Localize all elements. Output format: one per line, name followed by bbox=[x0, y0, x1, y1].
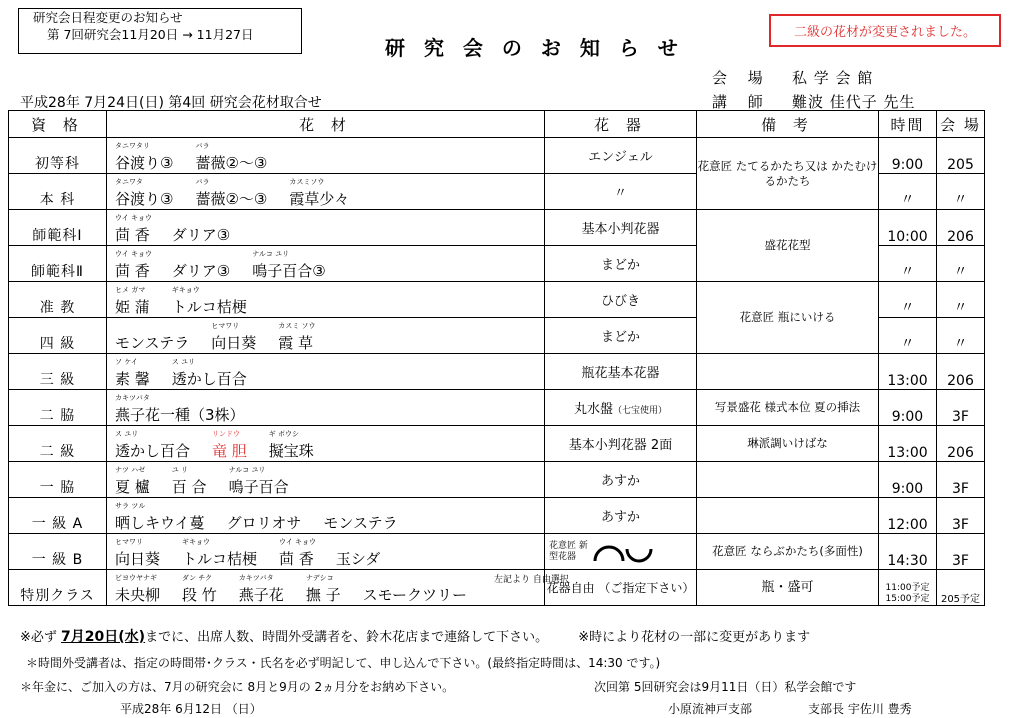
col-venue: 会 場 bbox=[937, 111, 985, 138]
flower-item: タニワタリ 谷渡り③ bbox=[115, 142, 174, 172]
ruby-reading: カキツバタ bbox=[238, 574, 274, 582]
vessel-cell: まどか bbox=[545, 246, 697, 282]
flower-item: ウイ キョウ 茴 香 bbox=[279, 538, 317, 568]
ruby-reading: タニワタ bbox=[115, 178, 143, 186]
table-row bbox=[9, 462, 985, 498]
flower-item: ヒメ ガマ 姫 蒲 bbox=[115, 286, 150, 316]
ruby-reading: ヒメ ガマ bbox=[115, 286, 146, 294]
venue-info bbox=[712, 66, 916, 114]
venue-cell: 3F bbox=[937, 534, 985, 570]
ruby-reading: ス ユリ bbox=[171, 358, 196, 366]
table-header bbox=[9, 111, 985, 138]
flower-item: ダン チク 段 竹 bbox=[182, 574, 217, 604]
notes-cell: 写景盛花 様式本位 夏の挿法 bbox=[697, 390, 879, 426]
flower-item: バラ 薔薇②～③ bbox=[195, 178, 268, 208]
ruby-reading: ビヨウヤナギ bbox=[115, 574, 157, 582]
table-row bbox=[9, 138, 985, 174]
time-cell: 〃 bbox=[879, 282, 937, 318]
notes-cell bbox=[697, 498, 879, 534]
flower-item: ダリア③ bbox=[171, 226, 231, 244]
flower-item: ナデシコ 撫 子 bbox=[305, 574, 341, 604]
time-cell: 9:00 bbox=[879, 462, 937, 498]
ruby-reading: ナルコ ユリ bbox=[228, 466, 266, 474]
time-cell: 〃 bbox=[879, 174, 937, 210]
vessel-cell: あすか bbox=[545, 462, 697, 498]
flower-item: ビヨウヤナギ 未央柳 bbox=[115, 574, 161, 604]
venue-cell: 3F bbox=[937, 498, 985, 534]
vessel-sub: （七宝使用） bbox=[613, 406, 668, 416]
ruby-reading: ユ リ bbox=[171, 466, 189, 474]
level-cell: 准 教 bbox=[9, 282, 107, 318]
footer-l1-text: までに、出席人数、時間外受講者を、鈴木花店まで連絡して下さい。 bbox=[145, 630, 549, 645]
flower-item: カキツバタ 燕子花 bbox=[238, 574, 284, 604]
branch-chief: 支部長 宇佐川 豊秀 bbox=[808, 702, 912, 716]
ruby-reading: ヒマワリ bbox=[211, 322, 240, 330]
flowers-cell bbox=[107, 246, 545, 282]
venue-cell: 205予定 bbox=[937, 570, 985, 606]
flowers-cell bbox=[107, 534, 545, 570]
schedule-change-notice bbox=[18, 8, 302, 54]
ruby-reading: リンドウ bbox=[212, 430, 241, 438]
ruby-reading: カキツバタ bbox=[115, 394, 150, 402]
next-meeting: 次回第 5回研究会は9月11日（日）私学会館です bbox=[594, 680, 857, 694]
footer-line-2: ＊時間外受講者は、指定の時間帯･クラス・氏名を必ず明記して、申し込んで下さい。(最終指定時間は、14:30 です。) bbox=[26, 656, 661, 670]
col-time: 時間 bbox=[879, 111, 937, 138]
flower-item: モンステラ bbox=[115, 334, 190, 352]
time-cell: 12:00 bbox=[879, 498, 937, 534]
flower-item: スモークツリー bbox=[362, 586, 467, 604]
ruby-reading: ダン チク bbox=[182, 574, 213, 582]
ruby-reading: ヒマワリ bbox=[115, 538, 143, 546]
ruby-reading: ウイ キョウ bbox=[115, 250, 153, 258]
flower-item: ウイ キョウ 茴 香 bbox=[115, 250, 153, 280]
flower-item: カスミソウ 霞草少々 bbox=[289, 178, 350, 208]
level-cell: 師範科Ⅱ bbox=[9, 246, 107, 282]
notice-line-2: 第 7回研究会11月20日 → 11月27日 bbox=[47, 27, 254, 42]
table-row bbox=[9, 354, 985, 390]
venue-value: 私 学 会 館 bbox=[792, 69, 874, 87]
flowers-cell bbox=[107, 426, 545, 462]
ruby-reading: カスミソウ bbox=[289, 178, 325, 186]
table-row bbox=[9, 426, 985, 462]
time-cell: 10:00 bbox=[879, 210, 937, 246]
level-cell: 一 脇 bbox=[9, 462, 107, 498]
notes-cell: 花意匠 ならぶかたち(多面性) bbox=[697, 534, 879, 570]
time-cell: 13:00 bbox=[879, 426, 937, 462]
table-row bbox=[9, 498, 985, 534]
venue-cell: 〃 bbox=[937, 318, 985, 354]
level-cell: 特別クラス bbox=[9, 570, 107, 606]
table-row bbox=[9, 282, 985, 318]
time-cell: 〃 bbox=[879, 246, 937, 282]
time-cell: 9:00 bbox=[879, 390, 937, 426]
col-flowers: 花 材 bbox=[107, 111, 545, 138]
flower-item: 玉シダ bbox=[335, 550, 381, 568]
time-cell: 9:00 bbox=[879, 138, 937, 174]
schedule-table bbox=[8, 110, 985, 606]
flower-item: ス ユリ 透かし百合 bbox=[115, 430, 191, 460]
vessel-cell: ひびき bbox=[545, 282, 697, 318]
time-cell: 14:30 bbox=[879, 534, 937, 570]
level-cell: 一 級 B bbox=[9, 534, 107, 570]
vessel-cell: あすか bbox=[545, 498, 697, 534]
ruby-reading: ウイ キョウ bbox=[279, 538, 317, 546]
notes-cell: 花意匠 たてるかたち又は かたむけるかたち bbox=[697, 138, 879, 210]
flowers-cell bbox=[107, 354, 545, 390]
time-cell: 11:00予定 15:00予定 bbox=[879, 570, 937, 606]
ruby-reading: ギキョウ bbox=[182, 538, 211, 546]
flowers-cell bbox=[107, 282, 545, 318]
footer-line-3: ＊年金に、ご加入の方は、7月の研究会に 8月と9月の 2ヵ月分をお納め下さい。 bbox=[20, 680, 455, 694]
venue-cell: 3F bbox=[937, 390, 985, 426]
footer-line-1 bbox=[20, 626, 810, 646]
venue-cell: 206 bbox=[937, 354, 985, 390]
flower-item: ギキョウ トルコ桔梗 bbox=[182, 538, 258, 568]
flower-item: モンステラ bbox=[323, 514, 398, 532]
flower-item: ソ ケイ 素 馨 bbox=[115, 358, 150, 388]
venue-cell: 205 bbox=[937, 138, 985, 174]
ruby-reading: タニワタリ bbox=[115, 142, 150, 150]
flower-item: ナルコ ユリ 鳴子百合 bbox=[228, 466, 289, 496]
ruby-reading: ナデシコ bbox=[305, 574, 334, 582]
level-cell: 三 級 bbox=[9, 354, 107, 390]
vessel-cell: エンジェル bbox=[545, 138, 697, 174]
venue-cell: 〃 bbox=[937, 282, 985, 318]
free-choice-note: 左記より 自由選択 bbox=[494, 575, 569, 585]
flower-item: カスミ ソウ 霞 草 bbox=[278, 322, 316, 352]
table-row bbox=[9, 570, 985, 606]
vessel-cell: 丸水盤（七宝使用） bbox=[545, 390, 697, 426]
col-vessel: 花 器 bbox=[545, 111, 697, 138]
level-cell: 初等科 bbox=[9, 138, 107, 174]
issue-date: 平成28年 6月12日 （日） bbox=[120, 702, 262, 716]
table-row bbox=[9, 534, 985, 570]
vessel-cell: 基本小判花器 2面 bbox=[545, 426, 697, 462]
ruby-reading: カスミ ソウ bbox=[278, 322, 316, 330]
ruby-reading: ソ ケイ bbox=[115, 358, 138, 366]
flowers-cell bbox=[107, 570, 569, 606]
level-cell: 本 科 bbox=[9, 174, 107, 210]
flowers-cell bbox=[107, 390, 545, 426]
vessel-cell: 〃 bbox=[545, 174, 697, 210]
level-cell: 師範科Ⅰ bbox=[9, 210, 107, 246]
table-row bbox=[9, 390, 985, 426]
flower-item: ダリア③ bbox=[171, 262, 231, 280]
flower-item: ギキョウ トルコ桔梗 bbox=[171, 286, 247, 316]
footer-l1-change: ※時により花材の一部に変更があります bbox=[578, 630, 811, 645]
venue-label: 会 場 bbox=[712, 69, 771, 87]
flower-item: ギ ボウシ 擬宝珠 bbox=[268, 430, 314, 460]
flower-item: リンドウ 竜 胆 bbox=[212, 430, 247, 460]
vessel-shape-icon bbox=[589, 541, 659, 563]
flower-item: ヒマワリ 向日葵 bbox=[115, 538, 161, 568]
ruby-reading: ナルコ ユリ bbox=[252, 250, 290, 258]
meeting-date: 平成28年 7月24日(日) 第4回 研究会花材取合せ bbox=[20, 95, 322, 111]
venue-cell: 206 bbox=[937, 210, 985, 246]
notes-cell: 瓶・盛可 bbox=[697, 570, 879, 606]
flower-item: ナルコ ユリ 鳴子百合③ bbox=[252, 250, 326, 280]
vessel-cell bbox=[545, 534, 697, 570]
level-cell: 二 級 bbox=[9, 426, 107, 462]
flowers-cell bbox=[107, 498, 545, 534]
ruby-reading: バラ bbox=[195, 178, 210, 186]
material-change-alert: 二級の花材が変更されました。 bbox=[769, 14, 1001, 47]
level-cell: 二 脇 bbox=[9, 390, 107, 426]
notes-cell: 琳派調いけばな bbox=[697, 426, 879, 462]
ruby-reading: ス ユリ bbox=[115, 430, 139, 438]
notes-cell bbox=[697, 462, 879, 498]
flower-item: ナツ ハゼ 夏 櫨 bbox=[115, 466, 150, 496]
flowers-cell bbox=[107, 318, 545, 354]
col-notes: 備 考 bbox=[697, 111, 879, 138]
flower-item: タニワタ 谷渡り③ bbox=[115, 178, 174, 208]
flowers-cell bbox=[107, 138, 545, 174]
venue-cell: 〃 bbox=[937, 174, 985, 210]
ruby-reading: ギキョウ bbox=[171, 286, 200, 294]
col-level: 資 格 bbox=[9, 111, 107, 138]
vessel-cell: 瓶花基本花器 bbox=[545, 354, 697, 390]
branch-name: 小原流神戸支部 bbox=[668, 702, 753, 716]
venue-cell: 206 bbox=[937, 426, 985, 462]
flower-item: ヒマワリ 向日葵 bbox=[211, 322, 257, 352]
venue-cell: 3F bbox=[937, 462, 985, 498]
deadline-date: 7月20日(水) bbox=[61, 629, 146, 645]
vessel-cell: まどか bbox=[545, 318, 697, 354]
venue-cell: 〃 bbox=[937, 246, 985, 282]
notice-line-1: 研究会日程変更のお知らせ bbox=[33, 10, 183, 25]
flower-item: カキツバタ 燕子花一種（3株） bbox=[115, 394, 245, 424]
ruby-reading: ナツ ハゼ bbox=[115, 466, 146, 474]
footer-l1-prefix: ※必ず bbox=[20, 630, 57, 645]
page-title: 研 究 会 の お 知 ら せ bbox=[385, 36, 684, 60]
ruby-reading: ウイ キョウ bbox=[115, 214, 153, 222]
flower-item: サラ ツル 晒しキウイ蔓 bbox=[115, 502, 205, 532]
notes-cell: 花意匠 瓶にいける bbox=[697, 282, 879, 354]
level-cell: 四 級 bbox=[9, 318, 107, 354]
ruby-reading: ギ ボウシ bbox=[268, 430, 300, 438]
vessel-label: 花意匠 新型花器 bbox=[549, 540, 588, 562]
vessel-cell: 基本小判花器 bbox=[545, 210, 697, 246]
flowers-cell bbox=[107, 210, 545, 246]
table-row bbox=[9, 210, 985, 246]
ruby-reading: サラ ツル bbox=[115, 502, 146, 510]
instructor-label: 講 師 bbox=[712, 93, 771, 111]
flower-item: ウイ キョウ 茴 香 bbox=[115, 214, 153, 244]
instructor-value: 難波 佳代子 先生 bbox=[792, 93, 916, 111]
vessel-cell: 花器自由 （ご指定下さい） bbox=[545, 570, 697, 606]
flowers-cell bbox=[107, 174, 545, 210]
level-cell: 一 級 A bbox=[9, 498, 107, 534]
flower-item: ス ユリ 透かし百合 bbox=[171, 358, 247, 388]
time-cell: 〃 bbox=[879, 318, 937, 354]
notes-cell bbox=[697, 354, 879, 390]
flower-item: ユ リ 百 合 bbox=[171, 466, 207, 496]
flower-item: グロリオサ bbox=[226, 514, 302, 532]
ruby-reading: バラ bbox=[195, 142, 210, 150]
time-cell: 13:00 bbox=[879, 354, 937, 390]
flowers-cell bbox=[107, 462, 545, 498]
flower-item: バラ 薔薇②～③ bbox=[195, 142, 268, 172]
notes-cell: 盛花花型 bbox=[697, 210, 879, 282]
